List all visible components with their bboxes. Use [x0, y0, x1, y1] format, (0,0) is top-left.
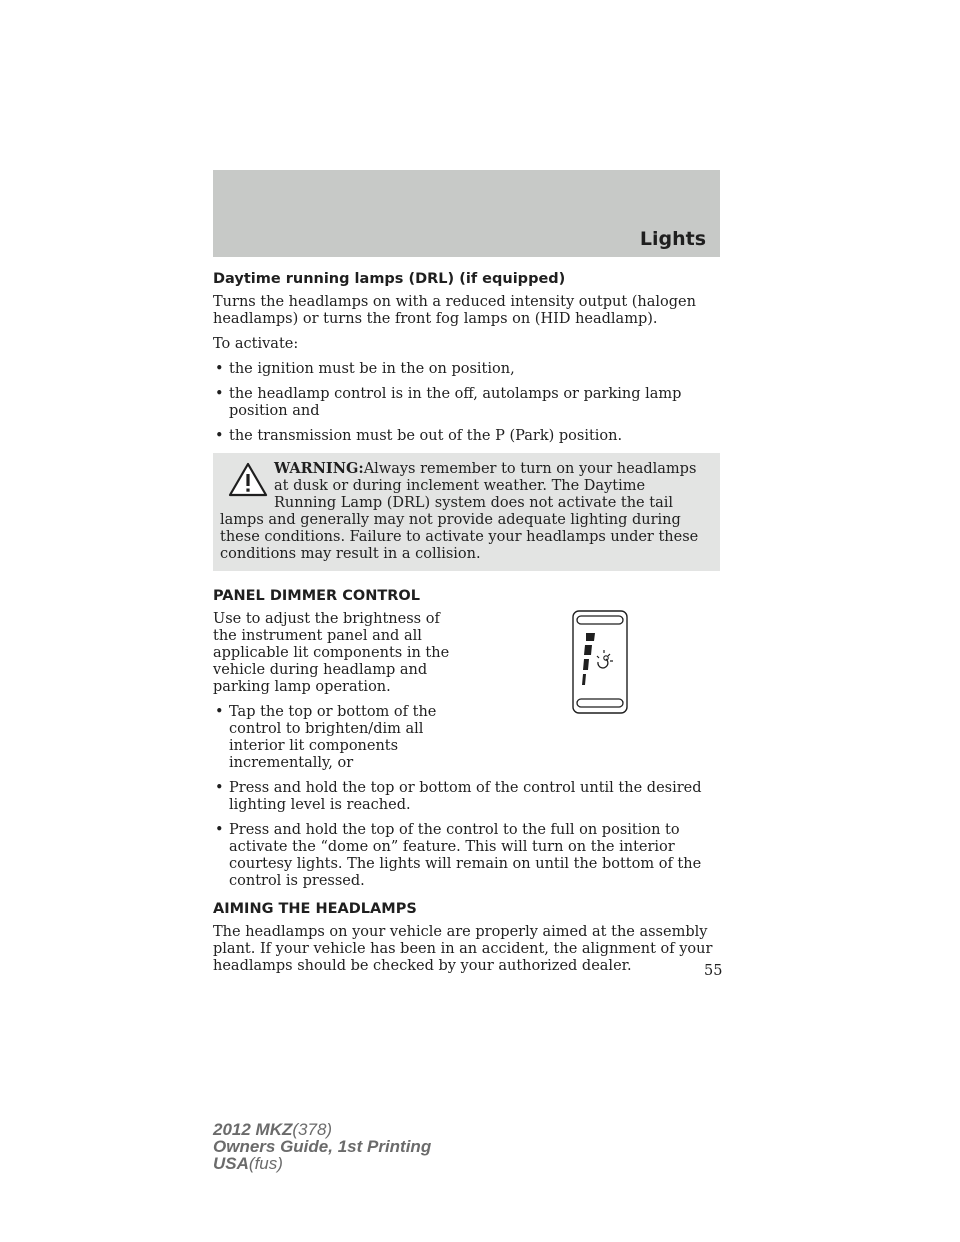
footer-line-2: Owners Guide, 1st Printing — [213, 1137, 432, 1156]
bullet-icon: • — [215, 361, 224, 377]
dimmer-bullet-list-wide — [213, 780, 720, 890]
drl-activate-label: To activate: — [213, 336, 299, 352]
list-item: • the transmission must be out of the P (Park) position. — [215, 428, 623, 444]
dimmer-intro: Use to adjust the brightness of the instrument panel and all applicable lit components in the vehicle during headlamp and parking lamp operation. — [213, 611, 450, 695]
dimmer-bullet-list-narrow — [213, 704, 468, 772]
dimmer-text-column — [213, 611, 468, 772]
dimmer-heading: PANEL DIMMER CONTROL — [213, 588, 420, 604]
bullet-icon: • — [215, 822, 224, 838]
aiming-text: The headlamps on your vehicle are properly aimed at the assembly plant. If your vehicle has been in an accident, the alignment of your headlamps should be checked by your authorized dealer. — [213, 924, 713, 974]
warning-box — [213, 453, 720, 571]
panel-dimmer-switch-icon — [571, 610, 629, 714]
warning-label: WARNING: — [274, 460, 364, 477]
bullet-icon: • — [215, 704, 224, 720]
warning-text: Always remember to turn on your headlamps at dusk or during inclement weather. The Daytime Running Lamp (DRL) system does not activate the tail lamps and generally may not provide adequate lighting during these conditions. Failure to activate your headlamps under these conditions may result in a collision. — [220, 461, 699, 562]
list-item: • Tap the top or bottom of the control to brighten/dim all interior lit components incrementally, or — [215, 704, 437, 771]
list-item: • Press and hold the top or bottom of the control until the desired lighting level is reached. — [215, 780, 702, 813]
list-item: • Press and hold the top of the control to the full on position to activate the “dome on” feature. This will turn on the interior courtesy lights. The lights will remain on until the bottom of the control is pressed. — [215, 822, 702, 889]
bullet-icon: • — [215, 428, 224, 444]
page-content — [213, 270, 723, 983]
bullet-icon: • — [215, 780, 224, 796]
footer-line-1: 2012 MKZ(378) — [213, 1120, 333, 1139]
aiming-heading: AIMING THE HEADLAMPS — [213, 901, 417, 917]
drl-bullet-list — [213, 361, 720, 445]
bullet-icon: • — [215, 386, 224, 402]
footer-line-3: USA(fus) — [213, 1154, 283, 1173]
print-footer — [213, 1121, 431, 1172]
list-item: • the ignition must be in the on position, — [215, 361, 515, 377]
drl-heading: Daytime running lamps (DRL) (if equipped) — [213, 271, 566, 287]
page-number: 55 — [704, 963, 723, 979]
panel-dimmer-section — [213, 587, 720, 772]
drl-intro: Turns the headlamps on with a reduced intensity output (halogen headlamps) or turns the front fog lamps on (HID headlamp). — [213, 294, 696, 327]
section-title: Lights — [639, 228, 706, 250]
warning-triangle-icon — [228, 462, 268, 498]
section-header-band — [213, 170, 720, 257]
list-item: • the headlamp control is in the off, autolamps or parking lamp position and — [215, 386, 682, 419]
